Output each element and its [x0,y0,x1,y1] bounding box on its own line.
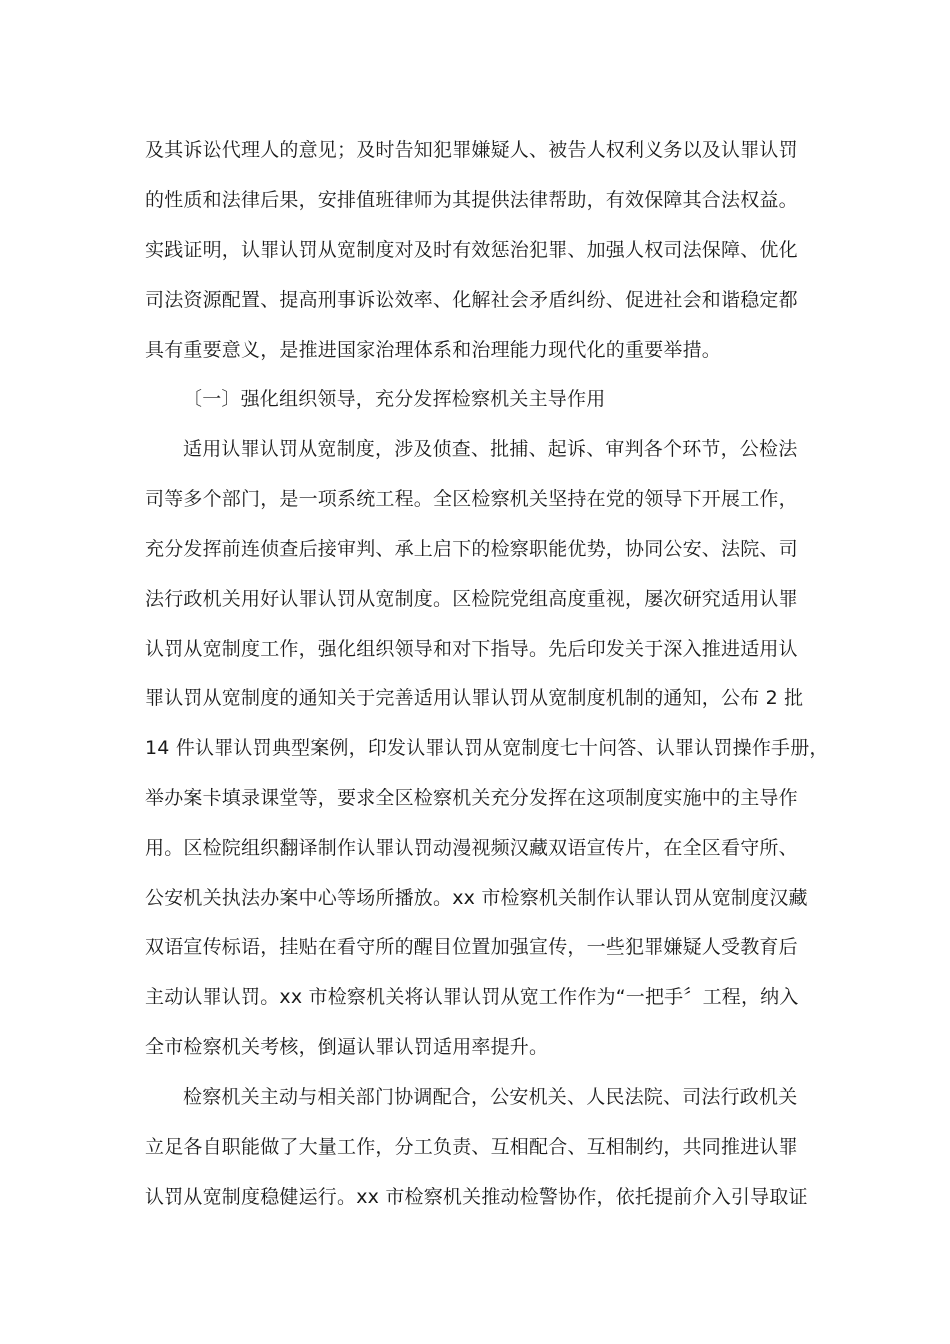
text-line: 的性质和法律后果，安排值班律师为其提供法律帮助，有效保障其合法权益。 [145,189,798,211]
text-line: 举办案卡填录课堂等，要求全区检察机关充分发挥在这项制度实施中的主导作 [145,787,798,809]
text-line: 及其诉讼代理人的意见；及时告知犯罪嫌疑人、被告人权利义务以及认罪认罚 [145,139,798,161]
text-line: 14 件认罪认罚典型案例，印发认罪认罚从宽制度七十问答、认罪认罚操作手册， [145,737,829,759]
text-line: 认罚从宽制度稳健运行。xx 市检察机关推动检警协作，依托提前介入引导取证 [145,1186,808,1208]
text-line: 公安机关执法办案中心等场所播放。xx 市检察机关制作认罪认罚从宽制度汉藏 [145,887,808,909]
text-line: 适用认罪认罚从宽制度，涉及侦查、批捕、起诉、审判各个环节，公检法 [183,438,798,460]
text-line: 司等多个部门，是一项系统工程。全区检察机关坚持在党的领导下开展工作， [145,488,798,510]
text-line: 司法资源配置、提高刑事诉讼效率、化解社会矛盾纠纷、促进社会和谐稳定都 [145,289,798,311]
text-line: 双语宣传标语，挂贴在看守所的醒目位置加强宣传，一些犯罪嫌疑人受教育后 [145,936,798,958]
text-line: 罪认罚从宽制度的通知关于完善适用认罪认罚从宽制度机制的通知，公布 2 批 [145,687,804,709]
text-line: 具有重要意义，是推进国家治理体系和治理能力现代化的重要举措。 [145,339,722,361]
text-line: 充分发挥前连侦查后接审判、承上启下的检察职能优势，协同公安、法院、司 [145,538,798,560]
text-line: 实践证明，认罪认罚从宽制度对及时有效惩治犯罪、加强人权司法保障、优化 [145,239,798,261]
text-line: 检察机关主动与相关部门协调配合，公安机关、人民法院、司法行政机关 [183,1086,798,1108]
text-line: 立足各自职能做了大量工作，分工负责、互相配合、互相制约，共同推进认罪 [145,1136,798,1158]
text-line: 用。区检院组织翻译制作认罪认罚动漫视频汉藏双语宣传片，在全区看守所、 [145,837,798,859]
text-line: 全市检察机关考核，倒逼认罪认罚适用率提升。 [145,1036,549,1058]
text-line: 认罚从宽制度工作，强化组织领导和对下指导。先后印发关于深入推进适用认 [145,638,798,660]
text-line: 主动认罪认罚。xx 市检察机关将认罪认罚从宽工作作为“一把手〞工程，纳入 [145,986,799,1008]
text-line: 法行政机关用好认罪认罚从宽制度。区检院党组高度重视，屡次研究适用认罪 [145,588,798,610]
section-heading: 〔一〕强化组织领导，充分发挥检察机关主导作用 [183,388,606,410]
